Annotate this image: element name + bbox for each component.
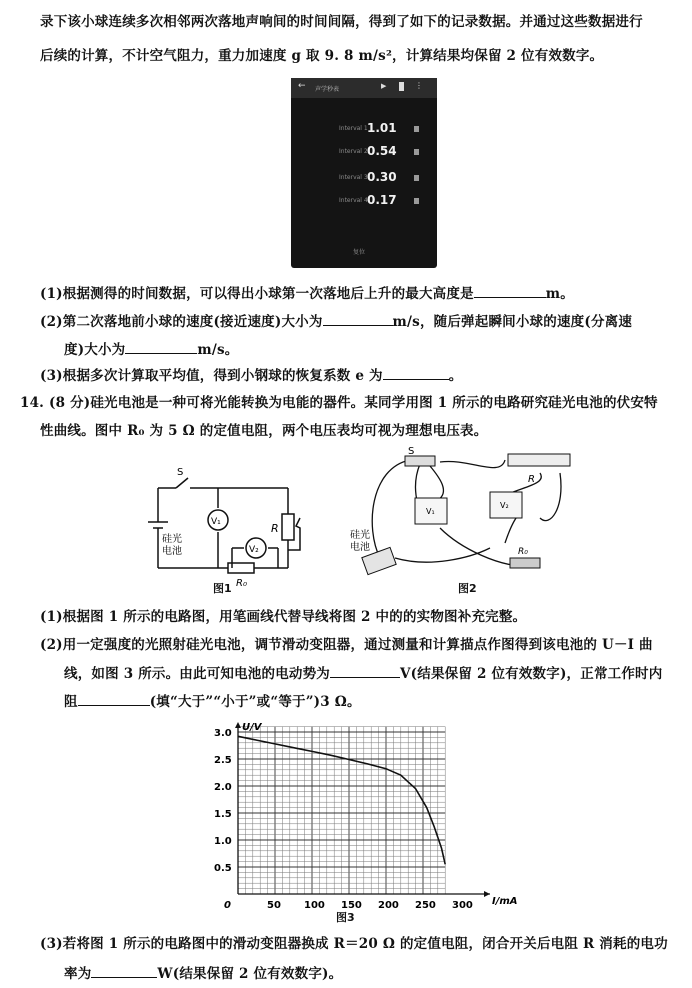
interval-row — [291, 144, 437, 162]
interval-value: 0.30 — [367, 170, 397, 184]
fig2-r0-label: R₀ — [518, 547, 528, 557]
fig1-cell-label-1: 硅光 — [162, 534, 182, 545]
figure-2-caption: 图2 — [458, 582, 477, 595]
q13-part2-unit: m/s。 — [197, 342, 239, 358]
figure-1-caption: 图1 — [213, 582, 232, 595]
fig1-cell-label-2: 电池 — [162, 546, 182, 557]
fig2-v2-label: V₂ — [500, 501, 509, 510]
delete-icon — [414, 126, 419, 132]
figure-2-apparatus — [350, 448, 580, 584]
y-tick-label: 1.5 — [214, 809, 232, 820]
y-tick-label: 0.5 — [214, 863, 232, 874]
q14-part3-cont — [64, 962, 342, 982]
q13-part2-text-3: 度)大小为 — [64, 342, 126, 358]
interval-row — [291, 121, 437, 139]
fig1-v1-label: V₁ — [211, 517, 221, 527]
more-icon: ⋮ — [415, 81, 423, 90]
fig1-switch-label: S — [177, 467, 184, 478]
fig2-cell-label-1: 硅光 — [350, 530, 370, 541]
fig1-v2-label: V₂ — [249, 545, 259, 555]
interval-row — [291, 193, 437, 211]
q13-part1-unit: m。 — [545, 286, 574, 302]
answer-blank[interactable] — [474, 285, 546, 298]
pause-icon — [399, 82, 404, 91]
fig1-r-label: R — [271, 522, 279, 535]
x-tick-label: 0 — [224, 900, 231, 911]
q14-part2-cont-2 — [64, 690, 361, 710]
q13-part3 — [40, 364, 462, 384]
y-tick-label: 1.0 — [214, 836, 232, 847]
q14-part3: (3)若将图 1 所示的电路图中的滑动变阻器换成 R＝20 Ω 的定值电阻，闭合开关后电阻 R 消耗的电功 — [40, 936, 668, 952]
q14-header-1: 14. (8 分)硅光电池是一种可将光能转换为电能的器件。某同学用图 1 所示的电路研究硅光电池的伏安特 — [20, 395, 658, 411]
q14-part2-text-4: (填“大于”“小于”或“等于”)3 Ω。 — [149, 694, 361, 710]
q13-part3-text: (3)根据多次计算取平均值，得到小钢球的恢复系数 e 为 — [40, 368, 383, 384]
phone-title: 声学秒表 — [315, 86, 340, 93]
interval-row — [291, 170, 437, 188]
play-icon: ▶ — [381, 82, 387, 90]
intro-line-1: 录下该小球连续多次相邻两次落地声响间的时间间隔，得到了如下的记录数据。并通过这些数据进行 — [40, 14, 643, 30]
answer-blank[interactable] — [91, 965, 157, 978]
q14-part2-cont — [64, 662, 662, 682]
q13-part3-end: 。 — [448, 368, 463, 384]
answer-blank[interactable] — [78, 693, 150, 706]
answer-blank[interactable] — [330, 665, 400, 678]
q14-part3-text: 率为 — [64, 966, 92, 982]
q14-part2: (2)用一定强度的光照射硅光电池，调节滑动变阻器，通过测量和计算描点作图得到该电池的 U－I 曲 — [40, 637, 653, 653]
figure-3-caption: 图3 — [336, 911, 355, 924]
x-tick-label: 100 — [304, 900, 325, 911]
delete-icon — [414, 149, 419, 155]
q13-part2-cont — [64, 338, 239, 358]
interval-value: 0.54 — [367, 144, 397, 158]
phone-screenshot — [291, 78, 437, 268]
reset-label: 复位 — [353, 249, 366, 256]
switch-icon — [405, 456, 435, 466]
fig2-s-label: S — [408, 446, 415, 457]
back-arrow-icon: ← — [298, 81, 306, 91]
interval-value: 1.01 — [367, 121, 397, 135]
fig2-v1-label: V₁ — [426, 507, 435, 516]
interval-label: Interval 1 — [339, 125, 368, 132]
q13-part1-text: (1)根据测得的时间数据，可以得出小球第一次落地后上升的最大高度是 — [40, 286, 474, 302]
x-tick-label: 50 — [267, 900, 281, 911]
x-tick-label: 150 — [341, 900, 362, 911]
x-tick-label: 300 — [452, 900, 473, 911]
rheostat-icon — [508, 454, 570, 466]
interval-label: Interval 3 — [339, 174, 368, 181]
phone-title-bar — [291, 78, 437, 98]
q14-header-2: 性曲线。图中 R₀ 为 5 Ω 的定值电阻，两个电压表均可视为理想电压表。 — [40, 423, 488, 439]
interval-label: Interval 2 — [339, 148, 368, 155]
answer-blank[interactable] — [383, 367, 449, 380]
q14-part3-text-2: W(结果保留 2 位有效数字)。 — [157, 966, 343, 982]
fig1-r0-label: R₀ — [236, 578, 247, 589]
x-axis-arrow — [484, 891, 490, 897]
q13-part2-text-2: m/s，随后弹起瞬间小球的速度(分离速 — [392, 314, 633, 330]
resistor-r0-icon — [510, 558, 540, 568]
fig2-cell-label-2: 电池 — [350, 542, 370, 553]
y-tick-label: 3.0 — [214, 728, 232, 739]
fig2-r-label: R — [528, 474, 535, 485]
interval-value: 0.17 — [367, 193, 397, 207]
x-axis-label: I/mA — [492, 896, 518, 907]
intro-line-2: 后续的计算，不计空气阻力，重力加速度 g 取 9. 8 m/s²，计算结果均保留 2 位有效数字。 — [40, 48, 604, 64]
y-tick-label: 2.5 — [214, 755, 232, 766]
y-tick-label: 2.0 — [214, 782, 232, 793]
figure-3-chart — [210, 718, 518, 924]
q13-part2-text: (2)第二次落地前小球的速度(接近速度)大小为 — [40, 314, 323, 330]
x-tick-label: 250 — [415, 900, 436, 911]
q13-part1 — [40, 282, 574, 302]
q14-part1: (1)根据图 1 所示的电路图，用笔画线代替导线将图 2 中的的实物图补充完整。 — [40, 609, 527, 625]
answer-blank[interactable] — [323, 313, 393, 326]
x-tick-label: 200 — [378, 900, 399, 911]
q14-part2-text-3: 阻 — [64, 694, 78, 710]
answer-blank[interactable] — [125, 341, 197, 354]
delete-icon — [414, 175, 419, 181]
q14-part2-text: 线，如图 3 所示。由此可知电池的电动势为 — [64, 666, 330, 682]
y-axis-arrow — [235, 722, 241, 728]
y-axis-label: U/V — [242, 722, 262, 733]
q14-part2-text-2: V(结果保留 2 位有效数字)，正常工作时内 — [400, 666, 663, 682]
delete-icon — [414, 198, 419, 204]
interval-label: Interval 4 — [339, 197, 368, 204]
figure-1-circuit — [148, 458, 318, 588]
q13-part2 — [40, 310, 632, 330]
